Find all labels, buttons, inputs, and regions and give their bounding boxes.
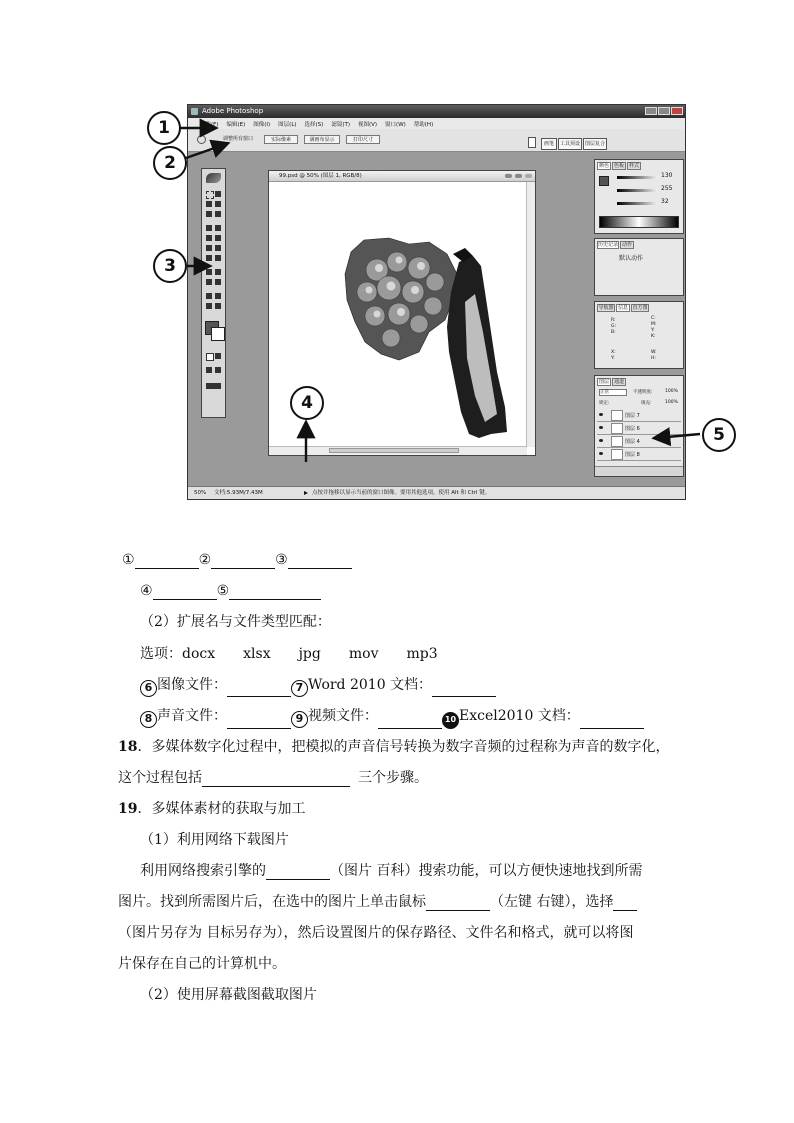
sub2-title: （2）扩展名与文件类型匹配： xyxy=(140,614,331,630)
value-b[interactable]: 32 xyxy=(661,198,669,205)
menu-edit[interactable]: 编辑(E) xyxy=(226,121,246,128)
close-button[interactable] xyxy=(671,107,683,115)
q18-text-a: 这个过程包括 xyxy=(118,770,202,786)
q18-number: 18 xyxy=(118,739,138,755)
circled-10: 10 xyxy=(442,712,459,729)
info-label-m: M: xyxy=(651,322,657,327)
circled-1: ① xyxy=(122,552,135,568)
fit-all-windows-check[interactable]: 调整所有窗口 xyxy=(222,136,253,142)
layer-name[interactable]: 图层 7 xyxy=(625,413,640,419)
circled-3: ③ xyxy=(275,552,288,568)
marquee-tool-icon[interactable] xyxy=(206,191,214,199)
blank-8[interactable] xyxy=(227,713,291,729)
q19-para-3: （图片另存为 目标另存为），然后设置图片的保存路径、文件名和格式，就可以将图 xyxy=(118,925,634,941)
value-g[interactable]: 255 xyxy=(661,185,673,192)
color-ramp[interactable] xyxy=(599,216,679,228)
option-mov: mov xyxy=(348,646,379,662)
tab-styles[interactable]: 样式 xyxy=(628,163,639,169)
callout-4: 4 xyxy=(290,386,324,420)
slice-tool-icon[interactable] xyxy=(215,211,221,217)
info-label-y2: Y: xyxy=(611,356,615,361)
info-label-c: C: xyxy=(651,316,656,321)
layer-thumbnail xyxy=(611,449,623,460)
status-bar xyxy=(188,486,685,499)
slider-g[interactable] xyxy=(617,189,657,192)
doc-maximize-button[interactable] xyxy=(514,173,523,179)
status-doc-size: 文档:5.93M/7.43M xyxy=(214,490,263,496)
options-label: 选项： xyxy=(140,646,182,662)
shape-tool-icon[interactable] xyxy=(215,279,221,285)
info-label-k: K: xyxy=(651,334,656,339)
layer-row[interactable] xyxy=(597,422,681,435)
value-r[interactable]: 130 xyxy=(661,172,673,179)
page-icon xyxy=(528,137,536,148)
info-panel xyxy=(594,301,684,369)
blend-mode-select[interactable]: 正常 xyxy=(599,389,627,396)
document-title: 99.psd @ 50% (图层 1, RGB/8) xyxy=(279,173,362,179)
callout-2: 2 xyxy=(153,146,187,180)
tab-navigator[interactable]: 导航器 xyxy=(598,305,614,311)
move-tool-icon[interactable] xyxy=(215,191,221,197)
blank-6[interactable] xyxy=(227,681,291,697)
blank-q19-2[interactable] xyxy=(426,895,490,911)
pen-tool-icon[interactable] xyxy=(206,279,212,285)
q18-line-2 xyxy=(118,769,428,787)
hand-tool-button-icon[interactable] xyxy=(206,303,212,309)
option-jpg: jpg xyxy=(298,646,321,662)
q19-sub1: （1）利用网络下载图片 xyxy=(140,832,289,848)
callout-1: 1 xyxy=(147,111,181,145)
brush-tool-icon[interactable] xyxy=(215,225,221,231)
q19-para-2 xyxy=(118,893,637,911)
circled-4: ④ xyxy=(140,583,153,599)
q19-p1a: 利用网络搜索引擎的 xyxy=(140,863,266,879)
blank-2[interactable] xyxy=(211,553,275,569)
layer-thumbnail xyxy=(611,410,623,421)
opacity-label: 不透明度: xyxy=(633,390,653,395)
tab-info[interactable]: 信息 xyxy=(617,305,628,311)
minimize-button[interactable] xyxy=(645,107,657,115)
menu-filter[interactable]: 滤镜(T) xyxy=(331,121,350,128)
zoom-tool-icon[interactable] xyxy=(215,303,221,309)
gradient-tool-icon[interactable] xyxy=(215,245,221,251)
eye-icon[interactable] xyxy=(599,439,603,442)
status-hint: 点按并拖移以显示当前的窗口图像。要用其他选项，使用 Alt 和 Ctrl 键。 xyxy=(312,490,491,496)
lasso-tool-icon[interactable] xyxy=(206,201,212,207)
blank-q19-3[interactable] xyxy=(613,895,637,911)
video-file-label: 视频文件： xyxy=(308,708,378,724)
layer-row[interactable] xyxy=(597,448,681,461)
blank-q18[interactable] xyxy=(202,771,350,787)
callout-5: 5 xyxy=(702,418,736,452)
q19-p1b: （图片 百科）搜索功能，可以方便快速地找到所需 xyxy=(330,863,643,879)
fit-screen-button[interactable]: 满画布显示 xyxy=(304,135,340,144)
play-icon[interactable] xyxy=(304,491,308,495)
sound-file-label: 声音文件： xyxy=(157,708,227,724)
dodge-tool-icon[interactable] xyxy=(215,255,221,261)
info-label-r: R: xyxy=(611,318,616,323)
circled-5: ⑤ xyxy=(216,583,230,599)
blank-3[interactable] xyxy=(288,553,352,569)
q19-title xyxy=(118,800,305,818)
crop-tool-icon[interactable] xyxy=(206,211,212,217)
tab-color[interactable]: 颜色 xyxy=(598,163,609,169)
q19-p2b: （左键 右键），选择 xyxy=(490,894,614,910)
print-size-button[interactable]: 打印尺寸 xyxy=(346,135,380,144)
info-label-g: G: xyxy=(611,324,617,329)
answer-line-2 xyxy=(140,582,321,600)
blank-q19-1[interactable] xyxy=(266,864,330,880)
tab-brushes[interactable]: 画笔 xyxy=(541,138,557,150)
feather-logo-icon xyxy=(206,173,221,183)
actual-pixels-button[interactable]: 实际像素 xyxy=(264,135,298,144)
tab-histogram[interactable]: 直方图 xyxy=(632,305,648,311)
screen-mode-icon[interactable] xyxy=(206,367,212,373)
match-line-2 xyxy=(140,707,644,729)
q18-text-b: 三个步骤。 xyxy=(358,770,428,786)
image-file-label: 图像文件： xyxy=(157,677,227,693)
eyedropper-tool-icon[interactable] xyxy=(215,293,221,299)
stamp-tool-icon[interactable] xyxy=(206,235,212,241)
window-title: Adobe Photoshop xyxy=(202,107,264,115)
options-bar xyxy=(188,129,685,152)
maximize-button[interactable] xyxy=(658,107,670,115)
blank-10[interactable] xyxy=(580,713,644,729)
notes-tool-icon[interactable] xyxy=(206,293,212,299)
tab-layer-comps[interactable]: 图层复合 xyxy=(583,138,607,150)
document-controls xyxy=(504,173,533,179)
standard-mode-icon[interactable] xyxy=(215,353,221,359)
blank-7[interactable] xyxy=(432,681,496,697)
tab-actions[interactable]: 动作 xyxy=(621,242,632,248)
tab-tool-presets[interactable]: 工具预设 xyxy=(558,138,582,150)
menu-layer[interactable]: 图层(L) xyxy=(278,121,297,128)
menu-help[interactable]: 帮助(H) xyxy=(413,121,434,128)
history-brush-icon[interactable] xyxy=(215,235,221,241)
path-select-tool-icon[interactable] xyxy=(206,269,212,275)
imageready-icon[interactable] xyxy=(206,383,221,389)
doc-minimize-button[interactable] xyxy=(504,173,513,179)
tab-history[interactable]: 历史记录 xyxy=(598,242,619,248)
excel-doc-label: Excel2010 文档： xyxy=(459,708,580,724)
layer-name[interactable]: 图层 4 xyxy=(625,439,640,445)
document-titlebar xyxy=(269,171,535,182)
info-label-x: X: xyxy=(611,350,616,355)
layer-row[interactable] xyxy=(597,409,681,422)
slider-r[interactable] xyxy=(617,176,657,179)
menu-image[interactable]: 图像(I) xyxy=(253,121,271,128)
fill-value[interactable]: 100% xyxy=(665,400,678,405)
color-panel xyxy=(594,159,684,234)
doc-close-button[interactable] xyxy=(524,173,533,179)
info-label-h: H: xyxy=(651,356,656,361)
full-screen-icon[interactable] xyxy=(215,367,221,373)
scroll-thumb[interactable] xyxy=(329,448,459,453)
layers-footer xyxy=(595,466,683,476)
hand-tool-icon xyxy=(197,135,206,144)
window-controls xyxy=(645,107,683,115)
photoshop-screenshot xyxy=(187,104,686,500)
match-line-1 xyxy=(140,676,496,697)
menu-window[interactable]: 窗口(W) xyxy=(385,121,406,128)
layer-thumbnail xyxy=(611,436,623,447)
window-titlebar xyxy=(188,105,685,118)
background-color-swatch[interactable] xyxy=(211,327,225,341)
quick-mask-icon[interactable] xyxy=(206,353,214,361)
eye-icon[interactable] xyxy=(599,426,603,429)
slider-b[interactable] xyxy=(617,202,657,205)
eye-icon[interactable] xyxy=(599,452,603,455)
circled-2: ② xyxy=(198,552,212,568)
fg-swatch[interactable] xyxy=(599,176,609,186)
blur-tool-icon[interactable] xyxy=(206,255,212,261)
document-horizontal-scrollbar[interactable] xyxy=(269,446,527,455)
blank-4[interactable] xyxy=(153,584,217,600)
circled-7: 7 xyxy=(291,680,308,697)
info-label-y: Y: xyxy=(651,328,655,333)
q19-p2a: 图片。找到所需图片后，在选中的图片上单击鼠标 xyxy=(118,894,426,910)
circled-6: 6 xyxy=(140,680,157,697)
toolbox xyxy=(201,168,226,418)
history-panel xyxy=(594,238,684,296)
option-xlsx: xlsx xyxy=(243,646,271,662)
status-zoom[interactable]: 50% xyxy=(194,490,207,496)
layer-thumbnail xyxy=(611,423,623,434)
tab-swatches[interactable]: 色板 xyxy=(613,163,624,169)
circled-8: 8 xyxy=(140,711,157,728)
lock-label: 锁定: xyxy=(599,401,610,406)
q18-text: ．多媒体数字化过程中，把模拟的声音信号转换为数字音频的过程称为声音的数字化， xyxy=(137,739,670,755)
info-label-b: B: xyxy=(611,330,616,335)
menu-file[interactable]: 文件(F) xyxy=(200,121,219,128)
q18-line-1 xyxy=(118,738,669,756)
option-mp3: mp3 xyxy=(406,646,438,662)
q19-number: 19 xyxy=(118,801,138,817)
eraser-tool-icon[interactable] xyxy=(206,245,212,251)
word-doc-label: Word 2010 文档： xyxy=(308,677,433,693)
q19-title-text: ．多媒体素材的获取与加工 xyxy=(137,801,306,817)
opacity-value[interactable]: 100% xyxy=(665,389,678,394)
document-vertical-scrollbar[interactable] xyxy=(526,182,535,447)
option-docx: docx xyxy=(182,646,216,662)
eye-icon[interactable] xyxy=(599,413,603,416)
menu-select[interactable]: 选择(S) xyxy=(304,121,324,128)
layer-name[interactable]: 图层 8 xyxy=(625,452,640,458)
blank-5[interactable] xyxy=(229,584,321,600)
options-line xyxy=(140,645,438,663)
blank-1[interactable] xyxy=(135,553,199,569)
layer-name[interactable]: 图层 6 xyxy=(625,426,640,432)
layers-panel xyxy=(594,375,684,477)
answer-line-1 xyxy=(122,551,352,569)
circled-9: 9 xyxy=(291,711,308,728)
layer-row[interactable] xyxy=(597,435,681,448)
callout-3: 3 xyxy=(153,249,187,283)
fill-label: 填充: xyxy=(641,401,652,406)
info-label-w: W: xyxy=(651,350,657,355)
magic-wand-tool-icon[interactable] xyxy=(215,201,221,207)
healing-brush-icon[interactable] xyxy=(206,225,212,231)
tab-layers[interactable]: 图层 xyxy=(598,379,609,385)
app-icon xyxy=(191,108,198,115)
menu-view[interactable]: 视图(V) xyxy=(357,121,378,128)
q19-para-1 xyxy=(140,862,642,880)
type-tool-icon[interactable] xyxy=(215,269,221,275)
q19-sub2: （2）使用屏幕截图截取图片 xyxy=(140,987,317,1003)
blank-9[interactable] xyxy=(378,713,442,729)
tab-channels[interactable]: 通道 xyxy=(613,379,624,385)
q19-para-4: 片保存在自己的计算机中。 xyxy=(118,956,286,972)
history-item[interactable]: 默认动作 xyxy=(619,255,644,262)
